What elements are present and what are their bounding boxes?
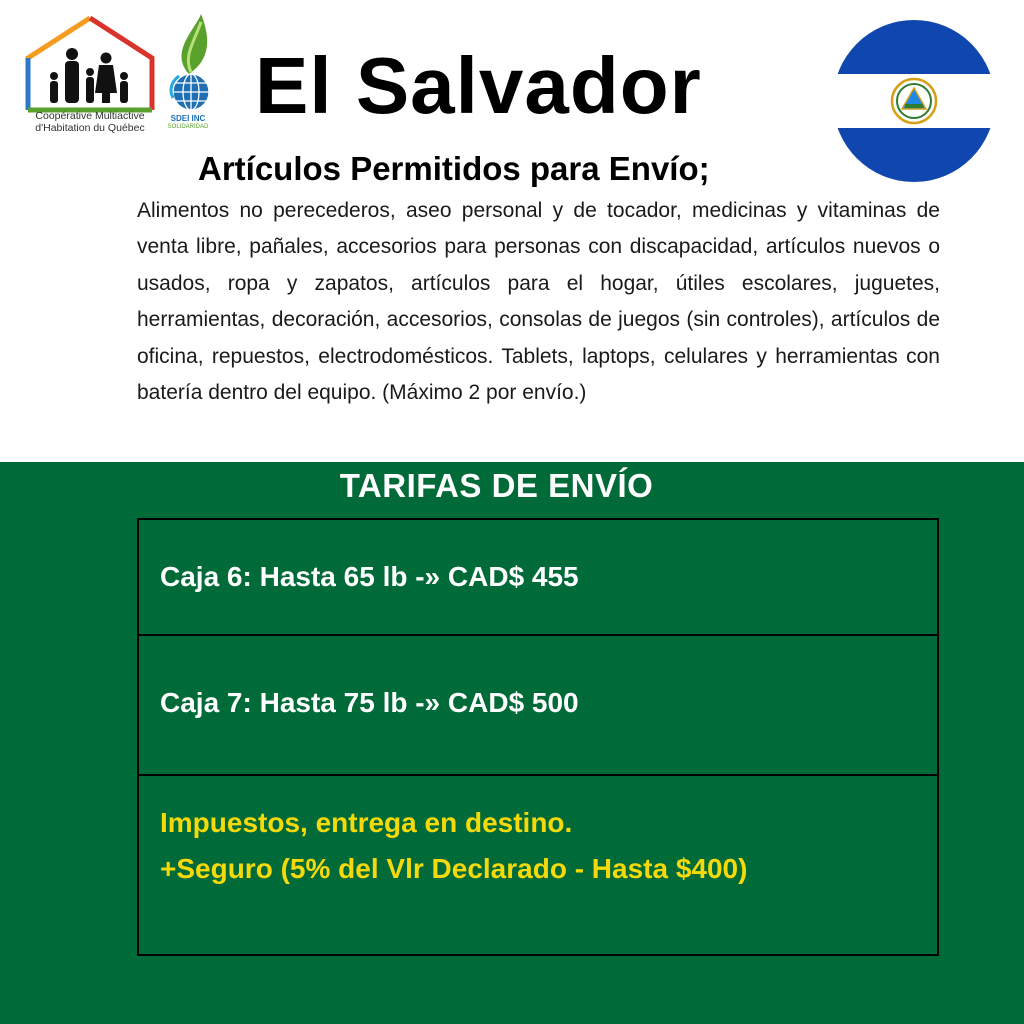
coop-line-1: Coopérative Multiactive bbox=[35, 110, 145, 122]
house-family-icon bbox=[20, 14, 160, 114]
coop-logo-text bbox=[20, 110, 160, 134]
sdei-sub: SOLIDARIDAD bbox=[167, 124, 209, 130]
allowed-items-heading: Artículos Permitidos para Envío; bbox=[198, 150, 710, 187]
note-insurance: +Seguro (5% del Vlr Declarado - Hasta $400) bbox=[160, 853, 748, 884]
sdei-logo-text bbox=[165, 114, 211, 132]
rate-box-6: Caja 6: Hasta 65 lb -» CAD$ 455 bbox=[160, 561, 579, 592]
allowed-items-text: Alimentos no perecederos, aseo personal y de tocador, medicinas y vitaminas de venta libre, pañales, accesorios para personas con discapacidad, artículos nuevos o usados, ropa y zapatos, artículos para el hogar, útiles escolares, juguetes, herramientas, decoración, accesorios, consolas de juegos (sin controles), artículos de oficina, repuestos, electrodomésticos. Tablets, laptops, celulares y herramientas con batería dentro del equipo. (Máximo 2 por envío.) bbox=[137, 199, 940, 405]
rate-row-box-7 bbox=[139, 636, 937, 776]
sdei-name: SDEI INC bbox=[170, 114, 206, 123]
note-taxes: Impuestos, entrega en destino. bbox=[160, 807, 573, 838]
rates-heading: TARIFAS DE ENVÍO bbox=[339, 467, 654, 504]
rates-table bbox=[137, 518, 939, 956]
coop-line-2: d'Habitation du Québec bbox=[35, 122, 145, 134]
page-title: El Salvador bbox=[255, 41, 702, 130]
rate-row-box-6 bbox=[139, 520, 937, 636]
el-salvador-flag-icon bbox=[833, 20, 995, 182]
rate-box-7: Caja 7: Hasta 75 lb -» CAD$ 500 bbox=[160, 687, 579, 718]
globe-leaf-icon bbox=[165, 12, 235, 114]
sdei-logo bbox=[165, 12, 235, 138]
rate-notes-row bbox=[139, 776, 937, 954]
coop-logo bbox=[20, 14, 160, 142]
